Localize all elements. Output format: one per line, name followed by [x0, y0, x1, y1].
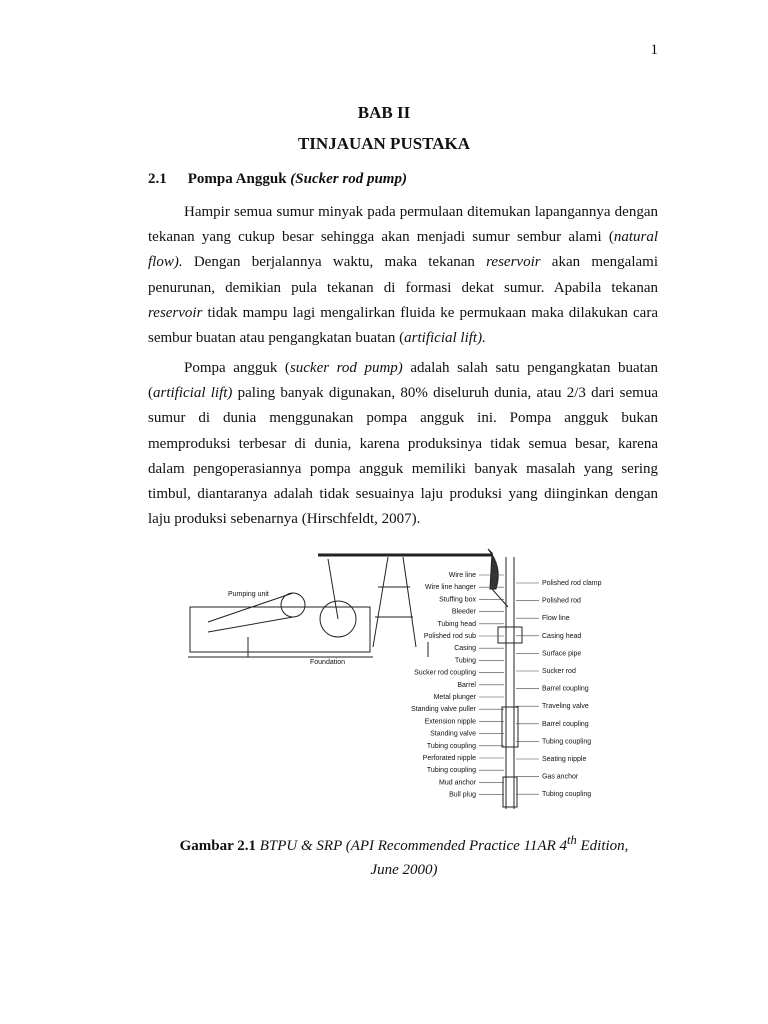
text-run: tidak mampu lagi mengalirkan fluida ke permukaan maka dilakukan cara sembur buatan atau pengangkatan buatan ( — [148, 304, 658, 347]
left-part-label: Mud anchor — [439, 779, 476, 787]
foundation-label: Foundation — [310, 659, 346, 666]
left-part-label: Tubing head — [437, 620, 476, 628]
casing-head-shape — [498, 627, 522, 643]
section-title: Pompa Angguk — [187, 171, 287, 187]
left-part-label: Standing valve — [430, 730, 476, 738]
text-run: paling banyak digunakan, 80% diseluruh dunia, atau 2/3 dari semua sumur di dunia menggunakan pompa angguk ini. Pompa angguk bukan memproduksi terbesar di dunia, karena produksinya tidak semua besar, karena dalam pengoperasiannya pompa angguk memiliki banyak masalah yang sering timbul, diantaranya adalah tidak sesuainya laju produksi yang diinginkan dengan laju produksi sebenarnya (Hirschfeldt, 2007). — [148, 385, 658, 528]
section-title-italic: (Sucker rod pump) — [290, 171, 407, 187]
pump-diagram-figure — [188, 547, 624, 819]
text-run: Hampir semua sumur minyak pada permulaan ditemukan lapangannya dengan tekanan yang cukup besar sehingga akan menjadi sumur sembur alami ( — [148, 204, 658, 246]
anchor-shape — [503, 777, 517, 807]
pumping-unit-label: Pumping unit — [228, 591, 269, 598]
text-run: sucker rod pump) — [289, 360, 403, 376]
page-number: 1 — [650, 42, 658, 58]
text-run: adalah salah satu pengangkatan buatan ( — [148, 360, 658, 402]
left-part-label: Tubing coupling — [426, 767, 476, 775]
right-part-label: Tubing coupling — [542, 738, 592, 746]
right-part-label: Flow line — [542, 615, 570, 623]
text-run: reservoir — [486, 254, 541, 271]
belt-lower — [208, 617, 293, 632]
caption-label: Gambar 2.1 — [179, 838, 256, 854]
text-run: reservoir — [148, 304, 203, 321]
caption-text: BTPU & SRP (API Recommended Practice 11AR 4th Edition, — [259, 833, 629, 854]
barrel-shape — [502, 707, 518, 747]
left-part-label: Wire line — [448, 572, 476, 579]
figure-caption — [140, 828, 668, 882]
section-number: 2.1 — [148, 171, 167, 187]
right-part-label: Surface pipe — [542, 650, 582, 658]
left-part-label: Bleeder — [451, 608, 476, 616]
text-run: akan mengalami penurunan, demikian pula tekanan di formasi dekat sumur. Apabila tekanan — [148, 254, 659, 296]
samson-post — [373, 557, 416, 647]
left-part-label: Polished rod sub — [423, 633, 476, 640]
left-part-label: Stuffing box — [439, 596, 476, 604]
chapter-title: TINJAUAN PUSTAKA — [297, 134, 471, 153]
left-part-label: Wire line hanger — [425, 584, 476, 592]
paragraph-1 — [148, 200, 658, 351]
left-part-label: Tubing — [454, 657, 476, 665]
chapter-label: BAB II — [357, 103, 411, 122]
section-heading — [148, 171, 407, 188]
left-part-label: Metal plunger — [433, 694, 476, 701]
text-run: artificial lift). — [404, 330, 486, 347]
paragraph-2 — [148, 356, 658, 532]
gear-wheel — [281, 593, 305, 617]
unit-base — [190, 607, 370, 652]
pitman-arm — [328, 559, 338, 619]
right-part-label: Seating nipple — [542, 756, 587, 763]
right-part-label: Sucker rod — [542, 668, 576, 675]
text-run: artificial lift) — [153, 385, 233, 402]
left-part-label: Barrel — [457, 681, 476, 689]
left-part-label: Perforated nipple — [422, 755, 476, 762]
left-part-label: Bull plug — [449, 791, 476, 799]
caption-line-2: June 2000) — [370, 862, 438, 878]
text-run: Dengan berjalannya waktu, maka tekanan — [182, 254, 487, 271]
right-part-label: Tubing coupling — [542, 791, 592, 799]
left-part-label: Extension nipple — [424, 718, 476, 726]
left-part-label: Casing — [454, 645, 476, 653]
right-part-label: Gas anchor — [542, 773, 579, 781]
left-part-label: Standing valve puller — [411, 706, 476, 714]
right-part-label: Polished rod — [542, 597, 581, 605]
right-part-label: Polished rod clamp — [542, 580, 602, 587]
left-part-label: Tubing coupling — [426, 742, 476, 750]
text-run: Pompa angguk ( — [184, 360, 290, 376]
right-part-label: Barrel coupling — [542, 685, 589, 693]
right-part-label: Traveling valve — [542, 703, 589, 711]
text-run: natural flow). — [148, 229, 658, 271]
right-part-label: Barrel coupling — [542, 720, 589, 728]
right-part-label: Casing head — [542, 632, 582, 640]
left-part-label: Sucker rod coupling — [414, 669, 476, 677]
